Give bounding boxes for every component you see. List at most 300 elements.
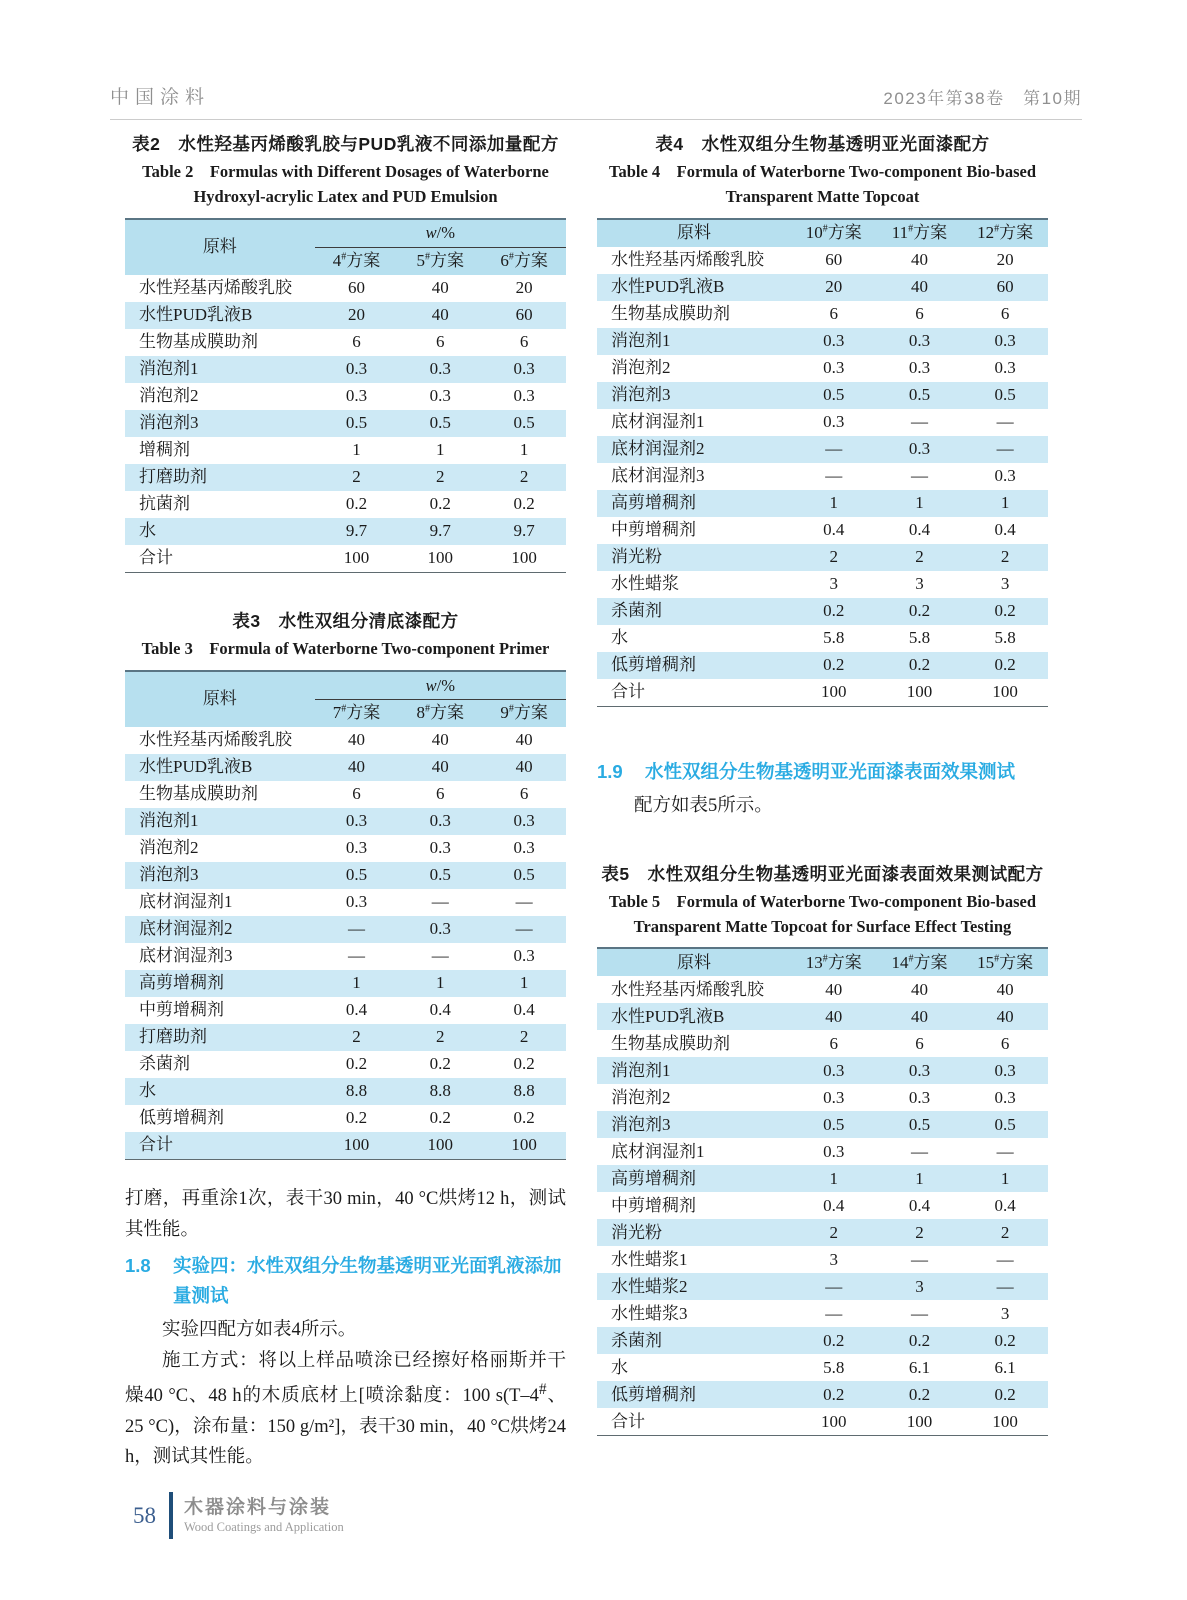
material-cell: 生物基成膜助剂 xyxy=(611,1033,730,1053)
table-row xyxy=(597,1273,1048,1300)
value-cell: — xyxy=(348,919,366,939)
table-row xyxy=(125,727,566,754)
value-cell: 0.4 xyxy=(823,1195,845,1215)
table-row xyxy=(597,1381,1048,1408)
value-cell: 100 xyxy=(343,1135,370,1155)
material-cell: 高剪增稠剂 xyxy=(611,1168,696,1188)
value-cell: 40 xyxy=(996,979,1014,999)
material-cell: 中剪增稠剂 xyxy=(611,1195,696,1215)
value-cell: 40 xyxy=(431,730,449,750)
table-row xyxy=(597,976,1048,1003)
table-row xyxy=(597,652,1048,679)
material-cell: 消泡剂1 xyxy=(611,331,671,351)
value-cell: 0.3 xyxy=(513,838,535,858)
value-cell: — xyxy=(431,892,449,912)
paragraph-application-method: 施工方式：将以上样品喷涂已经擦好格丽斯并干燥40 °C、48 h的木质底材上[喷涂黏度：100 s(T–4#、25 °C)，涂布量：150 g/m²]，表干30 min，40 °C烘烤24 h，测试其性能。 xyxy=(125,1351,566,1468)
value-cell: 0.4 xyxy=(908,1195,931,1215)
value-cell: 100 xyxy=(427,1135,454,1155)
value-cell: — xyxy=(910,466,928,486)
value-cell: — xyxy=(515,919,533,939)
value-cell: 60 xyxy=(825,250,843,270)
value-cell: 0.3 xyxy=(823,358,845,378)
table4-formula-table xyxy=(597,218,1048,707)
value-cell: 40 xyxy=(348,730,366,750)
table-row xyxy=(125,437,566,464)
value-cell: — xyxy=(996,412,1014,432)
table2-caption-zh: 表2 水性羟基丙烯酸乳胶与PUD乳液不同添加量配方 xyxy=(132,134,559,154)
table-row xyxy=(125,754,566,781)
table-row xyxy=(125,383,566,410)
column-header-plan: 8#方案 xyxy=(398,700,482,728)
table-row xyxy=(597,1354,1048,1381)
table-row xyxy=(125,1051,566,1078)
value-cell: 0.5 xyxy=(908,385,931,405)
table-row xyxy=(597,1138,1048,1165)
value-cell: 2 xyxy=(915,547,924,567)
value-cell: 2 xyxy=(436,1027,445,1047)
value-cell: 1 xyxy=(352,440,361,460)
value-cell: 0.2 xyxy=(994,1384,1016,1404)
value-cell: 0.3 xyxy=(345,359,368,379)
footer-section-block xyxy=(184,1496,344,1536)
table-row xyxy=(597,1165,1048,1192)
material-cell: 水 xyxy=(611,1357,628,1377)
material-cell: 底材润湿剂1 xyxy=(139,892,233,912)
value-cell: 1 xyxy=(436,973,445,993)
section-1-8-heading xyxy=(125,1251,566,1311)
table-row xyxy=(597,382,1048,409)
material-cell: 消泡剂1 xyxy=(139,359,199,379)
value-cell: 0.3 xyxy=(429,919,451,939)
table-row xyxy=(597,247,1048,274)
table3-formula-table xyxy=(125,670,566,1160)
value-cell: 2 xyxy=(352,467,361,487)
value-cell: — xyxy=(431,946,449,966)
column-header-material: 原料 xyxy=(597,219,791,247)
table2-caption-en: Table 2 Formulas with Different Dosages of Waterborne Hydroxyl-acrylic Latex and PUD Emulsion xyxy=(142,162,549,207)
value-cell: 40 xyxy=(996,1006,1014,1026)
value-cell: 3 xyxy=(829,1249,839,1269)
material-cell: 杀菌剂 xyxy=(611,601,662,621)
value-cell: — xyxy=(996,1141,1014,1161)
table-row xyxy=(125,970,566,997)
value-cell: 2 xyxy=(519,467,529,487)
column-header-plan: 11#方案 xyxy=(877,219,963,247)
value-cell: 0.3 xyxy=(994,358,1016,378)
value-cell: 5.8 xyxy=(823,1357,845,1377)
table-header-row xyxy=(597,948,1048,976)
table-row xyxy=(597,1111,1048,1138)
table-row xyxy=(125,1132,566,1160)
value-cell: 100 xyxy=(992,1411,1018,1431)
page-number: 58 xyxy=(133,1502,156,1528)
value-cell: 6.1 xyxy=(908,1357,931,1377)
value-cell: 5.8 xyxy=(908,628,931,648)
value-cell: 0.3 xyxy=(994,1060,1016,1080)
table-row xyxy=(597,1219,1048,1246)
value-cell: 0.3 xyxy=(994,1087,1016,1107)
value-cell: 1 xyxy=(519,440,529,460)
column-header-material: 原料 xyxy=(597,948,791,976)
value-cell: 0.2 xyxy=(513,494,535,514)
table4-caption-zh: 表4 水性双组分生物基透明亚光面漆配方 xyxy=(655,134,990,154)
material-cell: 水性蜡浆 xyxy=(611,574,679,594)
material-cell: 消泡剂2 xyxy=(611,1087,671,1107)
value-cell: 40 xyxy=(910,1006,928,1026)
material-cell: 增稠剂 xyxy=(139,440,190,460)
material-cell: 合计 xyxy=(139,548,173,568)
value-cell: 0.2 xyxy=(345,1054,368,1074)
paragraph-continued: 打磨，再重涂1次，表干30 min，40 °C烘烤12 h，测试其性能。 xyxy=(125,1189,566,1240)
value-cell: 40 xyxy=(825,979,843,999)
table-row xyxy=(597,679,1048,707)
table5-caption-en: Table 5 Formula of Waterborne Two-component Bio-based Transparent Matte Topcoat for Surface Effect Testing xyxy=(608,891,1037,936)
value-cell: — xyxy=(910,1303,928,1323)
value-cell: — xyxy=(996,1249,1014,1269)
table-row xyxy=(597,328,1048,355)
column-header-plan: 10#方案 xyxy=(791,219,877,247)
value-cell: 0.2 xyxy=(823,1330,845,1350)
material-cell: 中剪增稠剂 xyxy=(611,520,696,540)
page-footer xyxy=(133,1492,344,1539)
column-header-w-percent: w/% xyxy=(315,219,566,248)
value-cell: 8.8 xyxy=(345,1081,368,1101)
footer-section-zh: 木器涂料与涂装 xyxy=(184,1496,332,1518)
value-cell: 100 xyxy=(511,1135,537,1155)
value-cell: 0.2 xyxy=(429,1054,451,1074)
value-cell: 3 xyxy=(915,1276,924,1296)
material-cell: 合计 xyxy=(611,1411,645,1431)
table-row xyxy=(597,1408,1048,1436)
page-header xyxy=(110,82,1082,120)
material-cell: 合计 xyxy=(139,1135,173,1155)
material-cell: 底材润湿剂2 xyxy=(139,919,233,939)
material-cell: 底材润湿剂2 xyxy=(611,439,705,459)
value-cell: 2 xyxy=(1000,1222,1010,1242)
material-cell: 底材润湿剂1 xyxy=(611,1141,705,1161)
left-column xyxy=(125,132,566,1473)
value-cell: 0.3 xyxy=(994,466,1016,486)
value-cell: 6.1 xyxy=(994,1357,1016,1377)
table-row xyxy=(597,490,1048,517)
material-cell: 水性PUD乳液B xyxy=(139,305,253,325)
material-cell: 消泡剂1 xyxy=(611,1060,671,1080)
journal-name: 中国涂料 xyxy=(110,87,211,108)
value-cell: 1 xyxy=(519,973,529,993)
value-cell: 6 xyxy=(915,304,924,324)
value-cell: 6 xyxy=(1000,1033,1010,1053)
value-cell: 0.3 xyxy=(823,331,845,351)
material-cell: 消泡剂3 xyxy=(611,385,671,405)
table-row xyxy=(125,518,566,545)
value-cell: — xyxy=(910,412,928,432)
value-cell: 0.4 xyxy=(823,520,845,540)
material-cell: 高剪增稠剂 xyxy=(139,973,224,993)
value-cell: 40 xyxy=(431,757,449,777)
material-cell: 消泡剂3 xyxy=(139,413,199,433)
value-cell: 0.3 xyxy=(429,359,451,379)
table-row xyxy=(125,1105,566,1132)
value-cell: 0.3 xyxy=(908,1060,931,1080)
value-cell: 0.2 xyxy=(823,655,845,675)
table-row xyxy=(597,598,1048,625)
table-row xyxy=(125,302,566,329)
value-cell: 0.3 xyxy=(345,838,368,858)
value-cell: 0.3 xyxy=(908,358,931,378)
table5-caption-zh: 表5 水性双组分生物基透明亚光面漆表面效果测试配方 xyxy=(601,863,1044,884)
value-cell: 100 xyxy=(992,682,1018,702)
table-row xyxy=(597,463,1048,490)
value-cell: 100 xyxy=(906,682,933,702)
value-cell: 40 xyxy=(825,1006,843,1026)
material-cell: 消泡剂2 xyxy=(139,838,199,858)
table-row xyxy=(125,410,566,437)
value-cell: 6 xyxy=(352,784,361,804)
value-cell: 0.2 xyxy=(429,1108,451,1128)
column-header-plan: 13#方案 xyxy=(791,948,877,976)
value-cell: 100 xyxy=(511,548,537,568)
value-cell: — xyxy=(910,1249,928,1269)
value-cell: 0.5 xyxy=(994,1114,1016,1134)
value-cell: 0.5 xyxy=(908,1114,931,1134)
value-cell: 0.5 xyxy=(513,865,535,885)
column-header-plan: 7#方案 xyxy=(315,700,399,728)
table-row xyxy=(125,916,566,943)
value-cell: 3 xyxy=(1000,574,1010,594)
table-row xyxy=(597,1300,1048,1327)
material-cell: 低剪增稠剂 xyxy=(611,1384,696,1404)
table-row xyxy=(597,355,1048,382)
table-row xyxy=(597,1030,1048,1057)
material-cell: 消泡剂1 xyxy=(139,811,199,831)
value-cell: 2 xyxy=(829,1222,839,1242)
value-cell: — xyxy=(996,1276,1014,1296)
table-row xyxy=(125,356,566,383)
column-header-plan: 15#方案 xyxy=(962,948,1048,976)
value-cell: 6 xyxy=(519,784,529,804)
value-cell: 0.5 xyxy=(994,385,1016,405)
table3-caption-en: Table 3 Formula of Waterborne Two-component Primer xyxy=(141,639,550,659)
value-cell: — xyxy=(515,892,533,912)
value-cell: 6 xyxy=(436,784,445,804)
value-cell: 0.3 xyxy=(429,811,451,831)
value-cell: 20 xyxy=(825,277,843,297)
table-row xyxy=(125,275,566,302)
material-cell: 水 xyxy=(139,1081,156,1101)
section-1-9-heading xyxy=(597,757,1048,787)
table-row xyxy=(125,491,566,518)
value-cell: 1 xyxy=(436,440,445,460)
section-1-8-number: 1.8 xyxy=(125,1255,151,1277)
material-cell: 水性羟基丙烯酸乳胶 xyxy=(611,979,764,999)
value-cell: 0.5 xyxy=(513,413,535,433)
value-cell: 3 xyxy=(1000,1303,1010,1323)
table-row xyxy=(125,808,566,835)
value-cell: — xyxy=(825,1276,843,1296)
value-cell: 40 xyxy=(515,757,533,777)
column-header-plan: 5#方案 xyxy=(398,247,482,275)
value-cell: 3 xyxy=(829,574,839,594)
value-cell: 0.5 xyxy=(823,1114,845,1134)
value-cell: 20 xyxy=(515,278,533,298)
value-cell: 0.5 xyxy=(823,385,845,405)
material-cell: 底材润湿剂3 xyxy=(139,946,233,966)
value-cell: 0.3 xyxy=(823,412,845,432)
value-cell: — xyxy=(825,1303,843,1323)
value-cell: 0.5 xyxy=(429,865,451,885)
value-cell: 0.2 xyxy=(908,1384,931,1404)
material-cell: 消泡剂2 xyxy=(611,358,671,378)
table-row xyxy=(597,1246,1048,1273)
table-row xyxy=(597,409,1048,436)
column-header-material: 原料 xyxy=(125,671,315,727)
value-cell: 6 xyxy=(829,304,839,324)
column-header-plan: 6#方案 xyxy=(482,247,566,275)
value-cell: 0.4 xyxy=(513,1000,535,1020)
value-cell: 8.8 xyxy=(429,1081,451,1101)
column-header-plan: 4#方案 xyxy=(315,247,399,275)
value-cell: 60 xyxy=(515,305,533,325)
table-row xyxy=(597,544,1048,571)
table-row xyxy=(597,1327,1048,1354)
column-header-plan: 9#方案 xyxy=(482,700,566,728)
value-cell: 2 xyxy=(915,1222,924,1242)
value-cell: 0.2 xyxy=(513,1054,535,1074)
material-cell: 杀菌剂 xyxy=(611,1330,662,1350)
column-header-w-percent: w/% xyxy=(315,671,566,700)
value-cell: 3 xyxy=(915,574,924,594)
value-cell: 0.3 xyxy=(823,1060,845,1080)
table-row xyxy=(125,889,566,916)
table-row xyxy=(125,862,566,889)
value-cell: 40 xyxy=(910,250,928,270)
material-cell: 底材润湿剂3 xyxy=(611,466,705,486)
column-header-plan: 14#方案 xyxy=(877,948,963,976)
value-cell: 100 xyxy=(821,1411,847,1431)
section-1-9-title: 水性双组分生物基透明亚光面漆表面效果测试 xyxy=(645,760,1016,782)
table-row xyxy=(597,301,1048,328)
value-cell: 0.3 xyxy=(513,386,535,406)
value-cell: — xyxy=(825,466,843,486)
material-cell: 水性蜡浆2 xyxy=(611,1276,688,1296)
table5-formula-table xyxy=(597,947,1048,1436)
material-cell: 水性羟基丙烯酸乳胶 xyxy=(139,730,292,750)
material-cell: 生物基成膜助剂 xyxy=(139,784,258,804)
material-cell: 合计 xyxy=(611,682,645,702)
value-cell: 0.3 xyxy=(994,331,1016,351)
value-cell: 40 xyxy=(431,305,449,325)
material-cell: 高剪增稠剂 xyxy=(611,493,696,513)
value-cell: 0.3 xyxy=(513,359,535,379)
table-header-row xyxy=(125,219,566,248)
value-cell: 2 xyxy=(829,547,839,567)
value-cell: 6 xyxy=(829,1033,839,1053)
material-cell: 杀菌剂 xyxy=(139,1054,190,1074)
value-cell: 6 xyxy=(519,332,529,352)
value-cell: 20 xyxy=(996,250,1014,270)
column-header-plan: 12#方案 xyxy=(962,219,1048,247)
value-cell: 0.2 xyxy=(908,655,931,675)
table-header-row xyxy=(597,219,1048,247)
issue-info: 2023年第38卷 第10期 xyxy=(883,89,1082,108)
value-cell: 0.4 xyxy=(994,520,1016,540)
table-row xyxy=(125,997,566,1024)
value-cell: 0.3 xyxy=(823,1087,845,1107)
material-cell: 打磨助剂 xyxy=(139,467,207,487)
value-cell: 0.2 xyxy=(994,655,1016,675)
value-cell: — xyxy=(825,439,843,459)
value-cell: 8.8 xyxy=(513,1081,535,1101)
value-cell: 0.2 xyxy=(908,601,931,621)
footer-section-en: Wood Coatings and Application xyxy=(184,1520,344,1535)
value-cell: 60 xyxy=(348,278,366,298)
value-cell: 9.7 xyxy=(513,521,535,541)
table-row xyxy=(597,1192,1048,1219)
value-cell: 6 xyxy=(436,332,445,352)
value-cell: 0.2 xyxy=(513,1108,535,1128)
material-cell: 低剪增稠剂 xyxy=(611,655,696,675)
value-cell: 0.5 xyxy=(429,413,451,433)
value-cell: 1 xyxy=(829,1168,839,1188)
table-header-row xyxy=(125,671,566,700)
value-cell: 0.2 xyxy=(429,494,451,514)
value-cell: 40 xyxy=(515,730,533,750)
value-cell: 1 xyxy=(915,493,924,513)
value-cell: 1 xyxy=(915,1168,924,1188)
table-row xyxy=(597,625,1048,652)
value-cell: 100 xyxy=(821,682,847,702)
value-cell: 1 xyxy=(1000,1168,1010,1188)
paragraph-formula4: 实验四配方如表4所示。 xyxy=(162,1320,357,1341)
value-cell: 5.8 xyxy=(994,628,1016,648)
value-cell: — xyxy=(996,439,1014,459)
material-cell: 水性羟基丙烯酸乳胶 xyxy=(611,250,764,270)
table-row xyxy=(597,436,1048,463)
paragraph-formula5: 配方如表5所示。 xyxy=(634,795,773,816)
value-cell: 0.3 xyxy=(513,946,535,966)
table-row xyxy=(597,1057,1048,1084)
value-cell: 100 xyxy=(906,1411,933,1431)
value-cell: 9.7 xyxy=(429,521,451,541)
material-cell: 水性羟基丙烯酸乳胶 xyxy=(139,278,292,298)
material-cell: 生物基成膜助剂 xyxy=(611,304,730,324)
table2-formula-table xyxy=(125,218,566,573)
value-cell: 0.2 xyxy=(823,601,845,621)
table4-caption-en: Table 4 Formula of Waterborne Two-component Bio-based Transparent Matte Topcoat xyxy=(608,162,1037,207)
value-cell: 0.3 xyxy=(908,1087,931,1107)
value-cell: 40 xyxy=(910,277,928,297)
value-cell: 0.3 xyxy=(908,439,931,459)
value-cell: 6 xyxy=(1000,304,1010,324)
material-cell: 水性PUD乳液B xyxy=(611,277,725,297)
column-header-material: 原料 xyxy=(125,219,315,275)
value-cell: 40 xyxy=(431,278,449,298)
value-cell: 0.3 xyxy=(345,386,368,406)
value-cell: — xyxy=(348,946,366,966)
value-cell: 0.2 xyxy=(908,1330,931,1350)
value-cell: 2 xyxy=(436,467,445,487)
value-cell: 1 xyxy=(829,493,839,513)
value-cell: 0.4 xyxy=(994,1195,1016,1215)
value-cell: 6 xyxy=(915,1033,924,1053)
value-cell: 0.3 xyxy=(429,386,451,406)
material-cell: 打磨助剂 xyxy=(139,1027,207,1047)
value-cell: 0.4 xyxy=(429,1000,451,1020)
table-row xyxy=(597,274,1048,301)
table-row xyxy=(125,329,566,356)
table-row xyxy=(125,943,566,970)
value-cell: 40 xyxy=(910,979,928,999)
